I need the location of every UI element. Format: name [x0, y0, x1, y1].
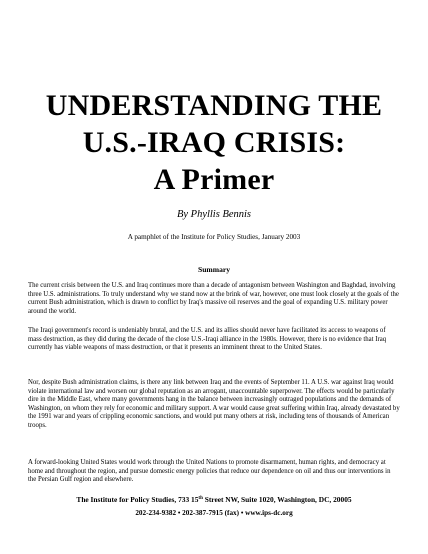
footer-address-end: Street NW, Suite 1020, Washington, DC, 20005 [202, 495, 352, 504]
summary-paragraph-2: The Iraqi government's record is undeniably brutal, and the U.S. and its allies should never have facilitated its access to weapons of mass destruction, as they did during the decade of the close U.S.-Iraqi alliance in the 1980s. However, there is no evidence that Iraq currently has viable weapons of mass destruction, or that it presents an imminent threat to the United States. [28, 327, 387, 352]
title-line-2: U.S.-IRAQ CRISIS: [82, 126, 346, 159]
author-byline: By Phyllis Bennis [176, 209, 252, 220]
footer-address-start: The Institute for Policy Studies, 733 15 [76, 495, 199, 504]
publication-note: A pamphlet of the Institute for Policy Studies, January 2003 [127, 233, 301, 241]
summary-paragraph-3: Nor, despite Bush administration claims, is there any link between Iraq and the events of September 11. A U.S. war against Iraq would violate international law and worsen our global reputation as an arrogant, unaccountable superpower. The effects would be particularly dire in the Middle East, where many governments hang in the balance between increasingly outraged populations and the demands of Washington, on whom they rely for economic and military support. A war would cause great suffering within Iraq, already devastated by the 1991 war and years of crippling economic sanctions, and would put many others at risk, including tens of thousands of American troops. [28, 379, 400, 429]
summary-heading: Summary [197, 265, 231, 274]
title-line-3: A Primer [153, 163, 275, 196]
footer-address-ordinal: th [198, 496, 203, 501]
title-line-1: UNDERSTANDING THE [45, 89, 383, 122]
summary-paragraph-4: A forward-looking United States would work through the United Nations to promote disarmament, human rights, and democracy at home and throughout the region, and pursue domestic energy policies that reduce our dependence on oil and thus our interventions in the Persian Gulf region and elsewhere. [28, 459, 391, 484]
footer-contact: 202-234-9382 • 202-387-7915 (fax) • www.ips-dc.org [135, 509, 293, 517]
footer-address [0, 495, 428, 504]
summary-paragraph-1: The current crisis between the U.S. and Iraq continues more than a decade of antagonism between Washington and Baghdad, involving three U.S. administrations. To truly understand why we stand now at the brink of war, however, one must look closely at the goals of the current Bush administration, which is drawn to conflict by Iraq's massive oil reserves and the goal of expanding U.S. military power around the world. [28, 282, 399, 315]
